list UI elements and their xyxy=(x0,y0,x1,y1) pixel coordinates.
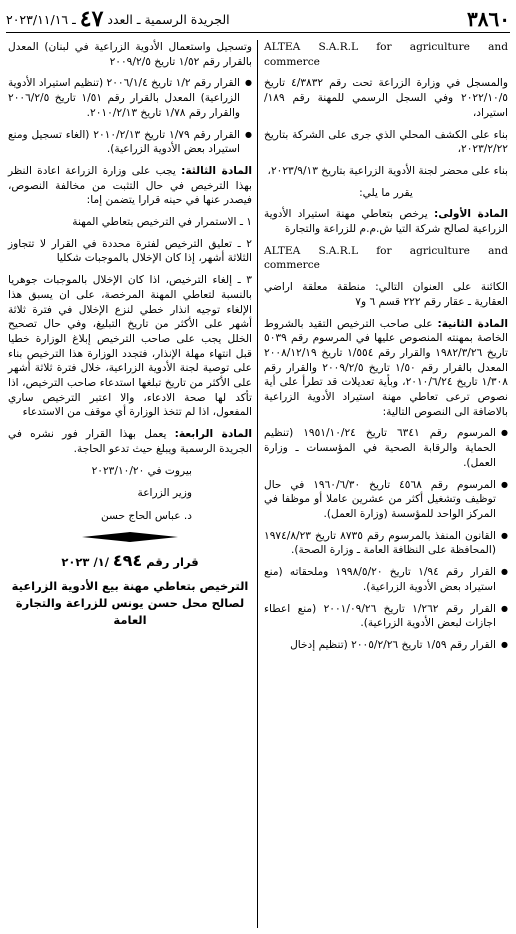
issue-date: ـ ٢٠٢٣/١١/١٦ xyxy=(6,11,76,27)
article-4-text: يعمل بهذا القرار فور نشره في الجريدة الرسمية ويبلغ حيث تدعو الحاجة. xyxy=(8,428,252,455)
article-2 xyxy=(264,317,508,420)
inspection-paragraph: بناء على الكشف المحلي الذي جرى على الشركة بتاريخ ٢٠٢٣/٢/٢٢، xyxy=(264,128,508,156)
publication-name: الجريدة الرسمية ـ العدد xyxy=(107,11,230,27)
list-item: ● القرار رقم ١/٢ تاريخ ٢٠٠٦/١/٤ (تنظيم استيراد الأدوية الزراعية) المعدل بالقرار رقم ١/٥١ تاريخ ٢٠٠٦/٢/٥ والقرار رقم ١/٧٨ تاريخ ٢٠١٠/٢/١٣. xyxy=(8,76,252,120)
page-number: ٣٨٦٠ xyxy=(467,7,510,31)
decision-prefix: قرار رقم xyxy=(146,554,199,569)
decision-number-line xyxy=(8,552,252,571)
continued-paragraph: وتسجيل واستعمال الأدوية الزراعية في لبنان) المعدل بالقرار رقم ١/٥٢ تاريخ ٢٠٠٩/٢/٥ xyxy=(8,41,252,68)
list-item: ● القرار رقم ١/٩٤ تاريخ ١٩٩٨/٥/٢٠ وملحقاته (منع استيراد بعض الأدوية الزراعية). xyxy=(264,565,508,594)
page-header xyxy=(6,6,510,33)
committee-paragraph: بناء على محضر لجنة الأدوية الزراعية بتاريخ ٢٠٢٣/٩/١٣، xyxy=(267,164,508,177)
place-date: بيروت في ٢٠٢٣/١٠/٢٠ xyxy=(91,464,192,477)
company-name-latin-2: ALTEA S.A.R.L for agriculture and commerce xyxy=(264,244,508,272)
decides-heading: يقرر ما يلي: xyxy=(359,186,413,199)
list-item: ● القرار رقم ١/٧٩ تاريخ ٢٠١٠/٢/١٣ (الغاء تسجيل ومنع استيراد بعض الأدوية الزراعية). xyxy=(8,128,252,157)
right-column xyxy=(264,40,508,660)
registration-paragraph: والمسجل في وزارة الزراعة تحت رقم ٤/٣٨٣٢ تاريخ ٢٠٢٢/١٠/٥ وفي السجل الرسمي للمهنة رقم ١٨٩/ استيراد، xyxy=(264,77,508,119)
article-1-text: يرخص بتعاطي مهنة استيراد الأدوية الزراعية لصالح شركة التيا ش.م.م للزراعة والتجارة xyxy=(264,208,508,236)
minister-title: وزير الزراعة xyxy=(137,487,192,500)
option-1: ١ ـ الاستمرار في الترخيص بتعاطي المهنة xyxy=(72,216,252,229)
issue-number: ٤٧ xyxy=(79,6,104,32)
decision-title: الترخيص بتعاطي مهنة بيع الأدوية الزراعية لصالح محل حسن يونس للزراعة والتجارة العامة xyxy=(11,578,249,627)
article-3-label: المادة الثالثة: xyxy=(181,164,252,177)
option-2: ٢ ـ تعليق الترخيص لفترة محددة في القرار لا تتجاوز الثلاثة أشهر، إذا كان الإخلال بالموجبات شكليا xyxy=(8,237,252,265)
company-name-latin: ALTEA S.A.R.L for agriculture and commerce xyxy=(264,41,508,68)
decision-suffix: /١/ ٢٠٢٣ xyxy=(61,554,109,569)
article-4-label: المادة الرابعة: xyxy=(174,428,252,441)
column-divider xyxy=(257,40,258,928)
divider-ornament xyxy=(82,532,178,542)
list-item: ● المرسوم رقم ٤٥٦٨ تاريخ ١٩٦٠/٦/٣٠ في حال توظيف وتشغيل أكثر من عشرين عاملا أو موظفا في المركز الواحد للمؤسسة (وزارة العمل). xyxy=(264,478,508,522)
article-3-text: يجب على وزارة الزراعة اعادة النظر بهذا الترخيص في حال التثبت من مخالفة النصوص، فيصدر عنها في حينه قرارا يتضمن إما: xyxy=(8,164,252,207)
list-item: ● المرسوم رقم ٦٣٤١ تاريخ ١٩٥١/١٠/٢٤ (تنظيم الحماية والرقابة الصحية في المؤسسات ـ وزارة العمل). xyxy=(264,426,508,470)
list-item: ● القرار رقم ١/٢٦٢ تاريخ ٢٠٠١/٠٩/٢٦ (منع اعطاء اجازات لبعض الأدوية الزراعية). xyxy=(264,602,508,631)
option-3: ٣ ـ إلغاء الترخيص، اذا كان الإخلال بالموجبات جوهريا بالنسبة لتعاطي المهنة المرخصة، على ان يسبق هذا الإلغاء توجيه انذار خطي لنزع الإخلال في فترة ثلاثة أشهر على الأكثر من تاريخ التبليغ، وفي حال تصحيح الخلل يجب على صاحب الترخيص إبلاغ الوزارة خطيا قبل انتهاء مهلة الإنذار، فتجدد الوزارة هذا الترخيص بناء على توصية لجنة الأدوية الزراعية، خلال فترة ثلاثة أشهر على الأكثر من تاريخ تبلغها استدعاء صاحب الترخيص، اذا تأكد لها صحة الادعاء، والا اعتبر الترخيص ساري المفعول، اذا لم تتخذ الوزارة أي موقف من الاستدعاء xyxy=(8,274,252,419)
minister-name: د. عباس الحاج حسن xyxy=(100,509,192,522)
address-paragraph: الكائنة على العنوان التالي: منطقة معلقة اراضي العقارية ـ عقار رقم ٢٢٢ قسم ٦ و٧ xyxy=(264,281,508,308)
left-column xyxy=(8,40,252,636)
section-divider xyxy=(8,532,252,542)
article-1 xyxy=(264,207,508,236)
article-1-label: المادة الأولى: xyxy=(433,208,508,221)
article-2-label: المادة الثانية: xyxy=(437,317,508,330)
list-item: ● القرار رقم ١/٥٩ تاريخ ٢٠٠٥/٢/٢٦ (تنظيم إدخال xyxy=(264,638,508,653)
article-2-text: على صاحب الترخيص التقيد بالشروط الخاصة بمهنته المنصوص عليها في المرسوم رقم ٥٠٣٩ تاريخ ١٩٨٢/٣/٢٦ والقرار رقم ١/٥٥٤ تاريخ ٢٠٠٨/١٢/١٩ المعدل بالقرار رقم ١/٥٠ تاريخ ٢٠٠٩/٢/٥ والقرار رقم ١/٣٠٨ تاريخ ٢٠١٠/٦/٢٤، وبأية تعديلات قد تطرأ على أية نصوص ترعى تعاطي مهنة استيراد الأدوية الزراعية بالاضافة الى النصوص التالية: xyxy=(264,317,508,418)
article-4 xyxy=(8,427,252,456)
decision-number: ٤٩٤ xyxy=(112,550,143,570)
issue-info xyxy=(6,6,230,32)
list-item: ● القانون المنفذ بالمرسوم رقم ٨٧٣٥ تاريخ ١٩٧٤/٨/٢٣ (المحافظة على النظافة العامة ـ وزارة الصحة). xyxy=(264,529,508,558)
article-3 xyxy=(8,164,252,208)
